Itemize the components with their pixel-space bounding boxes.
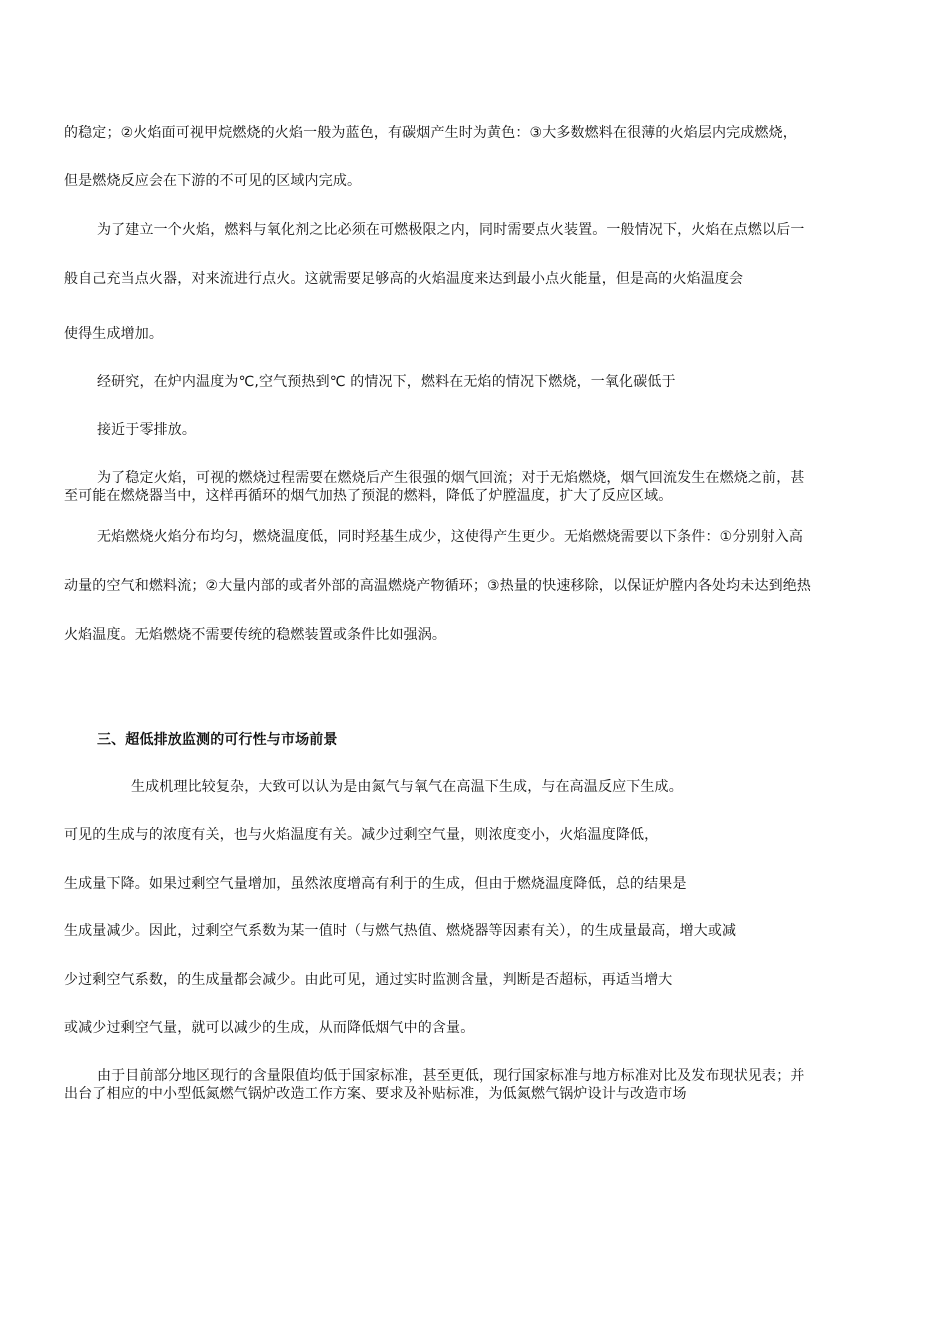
paragraph-line: 般自己充当点火器，对来流进行点火。这就需要足够高的火焰温度来达到最小点火能量，但是高的火焰温度会	[64, 271, 744, 287]
paragraph-line: 由于目前部分地区现行的含量限值均低于国家标准，甚至更低，现行国家标准与地方标准对比及发布现状见表；并	[97, 1068, 805, 1084]
section-heading: 三、超低排放监测的可行性与市场前景	[97, 732, 338, 748]
paragraph-line: 经研究，在炉内温度为℃,空气预热到℃ 的情况下，燃料在无焰的情况下燃烧，一氧化碳低于	[97, 374, 676, 390]
paragraph-line: 为了稳定火焰，可视的燃烧过程需要在燃烧后产生很强的烟气回流；对于无焰燃烧，烟气回流发生在燃烧之前，甚	[97, 470, 805, 486]
paragraph-line: 或减少过剩空气量，就可以减少的生成，从而降低烟气中的含量。	[64, 1020, 475, 1036]
paragraph-line: 接近于零排放。	[97, 422, 197, 438]
paragraph-line: 火焰温度。无焰燃烧不需要传统的稳燃装置或条件比如强涡。	[64, 627, 447, 643]
paragraph-line: 生成机理比较复杂，大致可以认为是由氮气与氧气在高温下生成，与在高温反应下生成。	[131, 779, 683, 795]
paragraph-line: 使得生成增加。	[64, 326, 164, 342]
paragraph-line: 至可能在燃烧器当中，这样再循环的烟气加热了预混的燃料，降低了炉膛温度，扩大了反应区域。	[64, 488, 673, 504]
paragraph-line: 为了建立一个火焰，燃料与氧化剂之比必须在可燃极限之内，同时需要点火装置。一般情况下，火焰在点燃以后一	[97, 222, 805, 238]
paragraph-line: 生成量减少。因此，过剩空气系数为某一值时（与燃气热值、燃烧器等因素有关），的生成量最高，增大或减	[64, 923, 737, 939]
paragraph-line: 的稳定；②火焰面可视甲烷燃烧的火焰一般为蓝色，有碳烟产生时为黄色：③大多数燃料在很薄的火焰层内完成燃烧，	[64, 125, 797, 141]
paragraph-line: 少过剩空气系数，的生成量都会减少。由此可见，通过实时监测含量，判断是否超标，再适当增大	[64, 972, 673, 988]
paragraph-line: 但是燃烧反应会在下游的不可见的区域内完成。	[64, 173, 362, 189]
paragraph-line: 动量的空气和燃料流；②大量内部的或者外部的高温燃烧产物循环；③热量的快速移除，以保证炉膛内各处均未达到绝热	[64, 578, 812, 594]
paragraph-line: 出台了相应的中小型低氮燃气锅炉改造工作方案、要求及补贴标准，为低氮燃气锅炉设计与改造市场	[64, 1086, 687, 1102]
paragraph-line: 无焰燃烧火焰分布均匀，燃烧温度低，同时羟基生成少，这使得产生更少。无焰燃烧需要以下条件：①分别射入高	[97, 529, 804, 545]
paragraph-line: 可见的生成与的浓度有关，也与火焰温度有关。减少过剩空气量，则浓度变小，火焰温度降低，	[64, 827, 659, 843]
paragraph-line: 生成量下降。如果过剩空气量增加，虽然浓度增高有利于的生成，但由于燃烧温度降低，总的结果是	[64, 876, 687, 892]
